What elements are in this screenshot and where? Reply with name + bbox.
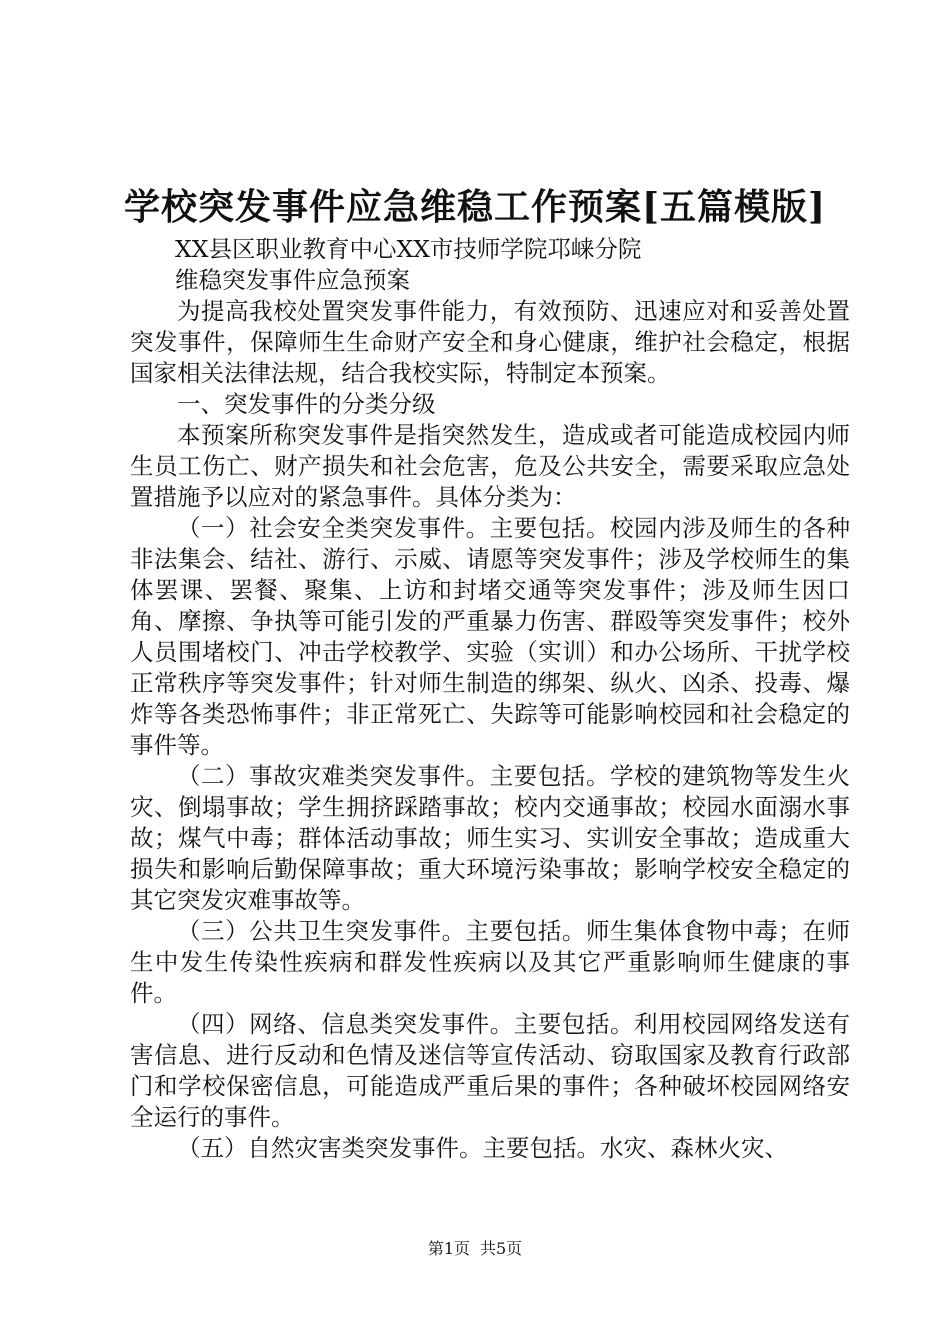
subtitle-line-2: 维稳突发事件应急预案 — [175, 266, 410, 294]
category-item-4: （四）网络、信息类突发事件。主要包括。利用校园网络发送有害信息、进行反动和色情及迷信等宣传活动、窃取国家及教育行政部门和学校保密信息，可能造成严重后果的事件；各种破坏校园网络安全运行的事件。 — [130, 1010, 850, 1131]
page-footer — [0, 1238, 950, 1260]
document-title: 学校突发事件应急维稳工作预案[五篇模版] — [123, 186, 827, 228]
page-number: 第1页 — [427, 1239, 470, 1258]
intro-paragraph: 为提高我校处置突发事件能力，有效预防、迅速应对和妥善处置突发事件，保障师生生命财产安全和身心健康，维护社会稳定，根据国家相关法律法规，结合我校实际，特制定本预案。 — [130, 297, 850, 387]
category-item-2: （二）事故灾难类突发事件。主要包括。学校的建筑物等发生火灾、倒塌事故；学生拥挤踩踏事故；校内交通事故；校园水面溺水事故；煤气中毒；群体活动事故；师生实习、实训安全事故；造成重大损失和影响后勤保障事故；重大环境污染事故；影响学校安全稳定的其它突发灾难事故等。 — [130, 762, 850, 914]
subtitle-line-1: XX县区职业教育中心XX市技师学院邛崃分院 — [175, 235, 642, 263]
page-total: 共5页 — [480, 1239, 523, 1258]
section-heading-1: 一、突发事件的分类分级 — [177, 390, 436, 418]
document-body — [130, 234, 850, 1164]
category-item-5: （五）自然灾害类突发事件。主要包括。水灾、森林火灾、 — [177, 1134, 788, 1162]
category-item-3: （三）公共卫生突发事件。主要包括。师生集体食物中毒；在师生中发生传染性疾病和群发性疾病以及其它严重影响师生健康的事件。 — [130, 917, 850, 1007]
definition-paragraph: 本预案所称突发事件是指突然发生，造成或者可能造成校园内师生员工伤亡、财产损失和社会危害，危及公共安全，需要采取应急处置措施予以应对的紧急事件。具体分类为： — [130, 421, 850, 511]
category-item-1: （一）社会安全类突发事件。主要包括。校园内涉及师生的各种非法集会、结社、游行、示威、请愿等突发事件；涉及学校师生的集体罢课、罢餐、聚集、上访和封堵交通等突发事件；涉及师生因口角、摩擦、争执等可能引发的严重暴力伤害、群殴等突发事件；校外人员围堵校门、冲击学校教学、实验（实训）和办公场所、干扰学校正常秩序等突发事件；针对师生制造的绑架、纵火、凶杀、投毒、爆炸等各类恐怖事件；非正常死亡、失踪等可能影响校园和社会稳定的事件等。 — [130, 514, 850, 759]
